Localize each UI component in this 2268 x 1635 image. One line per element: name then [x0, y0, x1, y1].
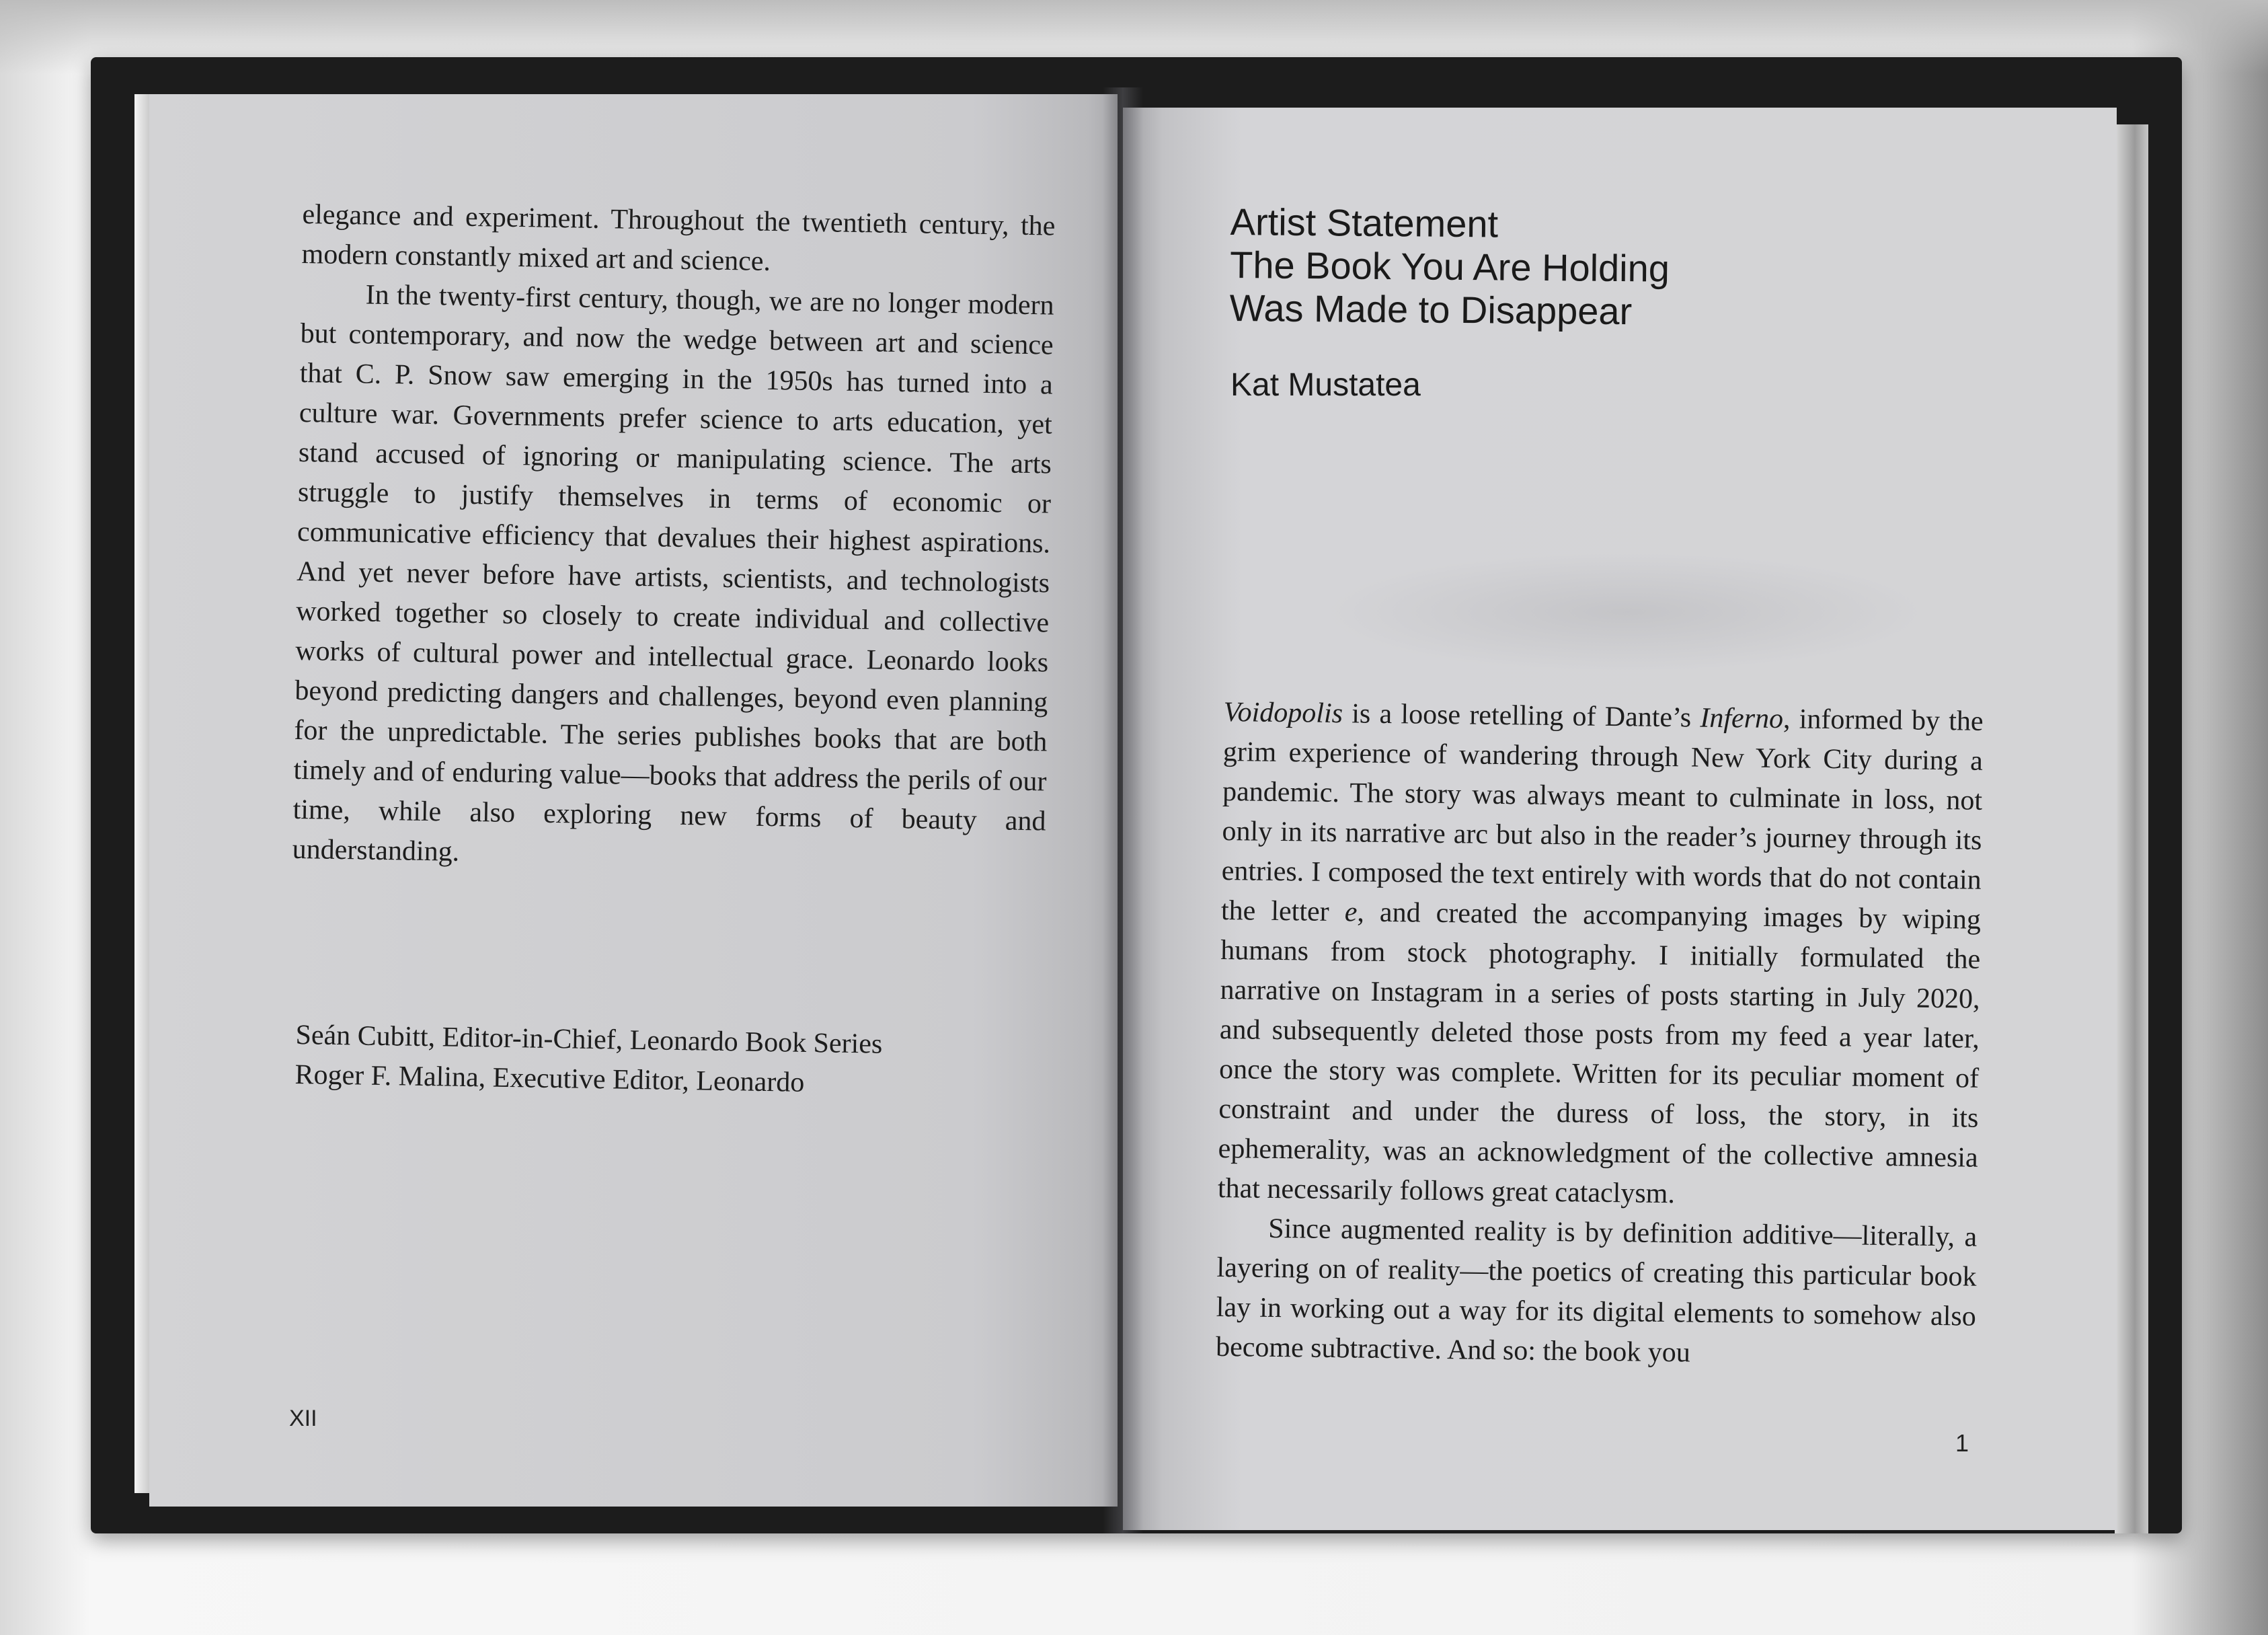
right-page-body — [1216, 693, 1984, 1377]
left-page — [149, 94, 1118, 1507]
chapter-author: Kat Mustatea — [1230, 367, 1421, 403]
editor-credit-1: Seán Cubitt, Editor-in-Chief, Leonardo Book Series — [295, 1019, 883, 1060]
book-gutter — [1103, 87, 1143, 1533]
paragraph-text: , informed by the grim experience of wandering through New York City during a pandemic. The story was always meant to culminate in loss, not only in its narrative arc but also in the reader’s journey through its entries. I composed the text entirely with words that do not contain the letter — [1220, 704, 1984, 928]
paragraph-text: , and created the accompanying images by wiping humans from stock photography. I initially formulated the narrative on Instagram in a series of posts starting in July 2020, and subsequently deleted those posts from my feed a year later, once the story was complete. Written for its peculiar moment of constraint and under the duress of loss, the story, in its ephemerality, was an acknowledgment of the collective amnesia that necessarily follows great cataclysm. — [1217, 897, 1982, 1210]
left-page-body — [292, 195, 1056, 881]
right-page — [1123, 108, 2117, 1530]
chapter-title-line-3: Was Made to Disappear — [1229, 286, 1633, 333]
book-title-voidopolis: Voidopolis — [1223, 696, 1343, 730]
chapter-title-line-2: The Book You Are Holding — [1229, 243, 1670, 290]
left-paragraph-1: elegance and experiment. Throughout the twentieth century, the modern constantly mixed art and science. — [301, 198, 1056, 277]
editor-credit-2: Roger F. Malina, Executive Editor, Leonardo — [295, 1059, 805, 1098]
right-page-number: 1 — [1955, 1429, 1969, 1457]
right-page-edges — [2115, 124, 2148, 1533]
left-paragraph-2: In the twenty-first century, though, we are no longer modern but contemporary, and now the wedge between art and science that C. P. Snow saw emerging in the 1950s has turned into a culture war. Governments prefer science to arts education, yet stand accused of ignoring or manipulating science. The arts struggle to justify themselves in terms of economic or communicative efficiency that devalues their highest aspirations. And yet never before have artists, scientists, and technologists worked together so closely to create individual and collective works of cultural power and intellectual grace. Leonardo looks beyond predicting dangers and challenges, beyond even planning for the unpredictable. The series publishes books that are both timely and of enduring value—books that address the perils of our time, while also exploring new forms of beauty and understanding. — [292, 279, 1054, 868]
right-paragraph-2: Since augmented reality is by definition additive—literally, a layering on of reality—the poetics of creating this particular book lay in working out a way for its digital elements to somehow also become subtractive. And so: the book you — [1215, 1213, 1978, 1369]
right-paragraph-1 — [1218, 693, 1984, 1218]
chapter-title-line-1: Artist Statement — [1230, 200, 1499, 245]
editor-credits — [295, 1016, 1035, 1106]
letter-e: e — [1344, 897, 1358, 928]
chapter-title — [1229, 200, 1670, 334]
work-title-inferno: Inferno — [1700, 702, 1784, 735]
show-through-image — [1325, 552, 1930, 673]
left-page-number: XII — [289, 1406, 317, 1431]
paragraph-text: is a loose retelling of Dante’s — [1342, 698, 1700, 734]
